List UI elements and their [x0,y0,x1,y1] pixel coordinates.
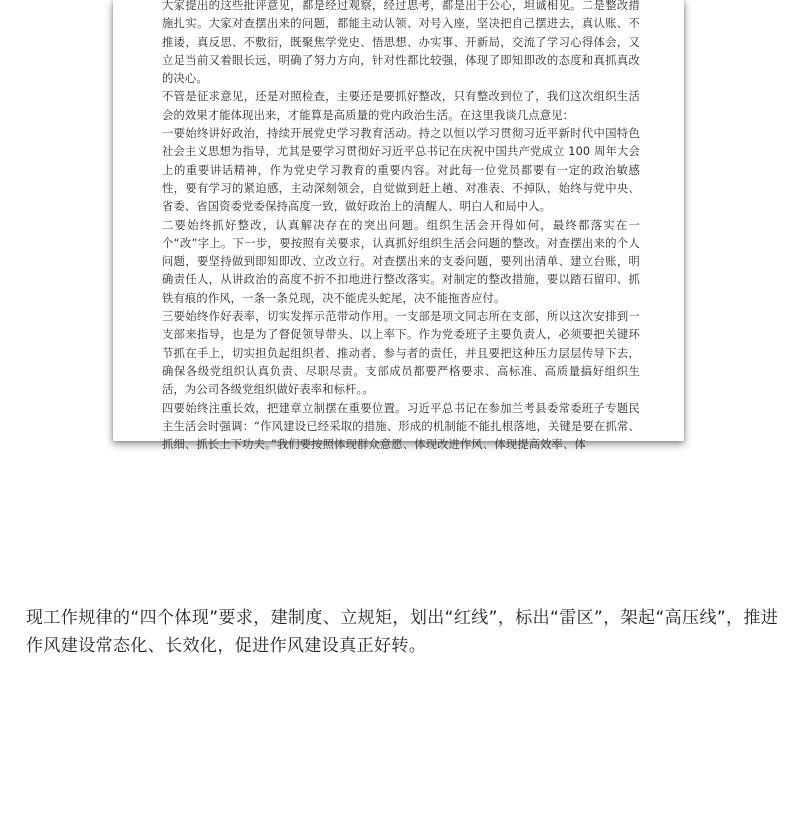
document-body [162,0,640,454]
continuation-paragraph: 现工作规律的“四个体现”要求，建制度、立规矩，划出“红线”，标出“雷区”，架起“高压线”，推进作风建设常态化、长效化，促进作风建设真正好转。 [26,608,779,656]
paragraph-point-two: 二要始终抓好整改，认真解决存在的突出问题。组织生活会开得如何，最终都落实在一个“改”字上。下一步，要按照有关要求，认真抓好组织生活会问题的整改。对查摆出来的个人问题，要坚持做到即知即改、立改立行。对查摆出来的支委问题，要列出清单、建立台账，明确责任人，从讲政治的高度不折不扣地进行整改落实。对制定的整改措施，要以踏石留印、抓铁有痕的作风，一条一条兑现，决不能虎头蛇尾，决不能拖沓应付。 [162,218,640,305]
paragraph-point-one: 一要始终讲好政治，持续开展党史学习教育活动。持之以恒以学习贯彻习近平新时代中国特色社会主义思想为指导，尤其是要学习贯彻好习近平总书记在庆祝中国共产党成立 100 周年大会上的重要讲话精神，作为党史学习教育的重要内容。对此每一位党员都要有一定的政治敏感性，要有学习的紧迫感，主动深刻领会，自觉做到赶上趟、对准表、不掉队，始终与党中央、省委、省国资委党委保持高度一致，做好政治上的清醒人、明白人和局中人。 [162,127,640,214]
paragraph-opinions-intro: 不管是征求意见，还是对照检查，主要还是要抓好整改，只有整改到位了，我们这次组织生活会的效果才能体现出来，才能算是高质量的党内政治生活。在这里我谈几点意见： [162,90,640,122]
document-page-preview [113,0,684,452]
paragraph-point-four: 四要始终注重长效，把建章立制摆在重要位置。习近平总书记在参加兰考县委常委班子专题民主生活会时强调：“作风建设已经采取的措施、形成的机制能不能扎根落地，关键是要在抓常、抓细、抓长上下功夫。”我们要按照体现群众意愿、体现改进作风、体现提高效率、体 [162,401,640,452]
continuation-text-block [26,604,786,660]
paragraph-rectification-measures: 大家提出的这些批评意见，都是经过观察，经过思考，都是出于公心，坦诚相见。二是整改措施扎实。大家对查摆出来的问题，都能主动认领、对号入座，坚决把自己摆进去，真认账、不推诿，真反思、不敷衍，既聚焦学党史、悟思想、办实事、开新局，交流了学习心得体会，又立足当前又着眼长远，明确了努力方向，针对性都比较强，体现了即知即改的态度和真抓真改的决心。 [162,0,640,86]
paragraph-point-three: 三要始终作好表率，切实发挥示范带动作用。一支部是项文同志所在支部，所以这次安排到一支部来指导，也是为了督促领导带头、以上率下。作为党委班子主要负责人，必须要把关键环节抓在手上，切实担负起组织者、推动者、参与者的责任，并且要把这种压力层层传导下去，确保各级党组织认真负责、尽职尽责。支部成员都要严格要求、高标准、高质量搞好组织生活，为公司各级党组织做好表率和标杆。。 [162,310,640,397]
